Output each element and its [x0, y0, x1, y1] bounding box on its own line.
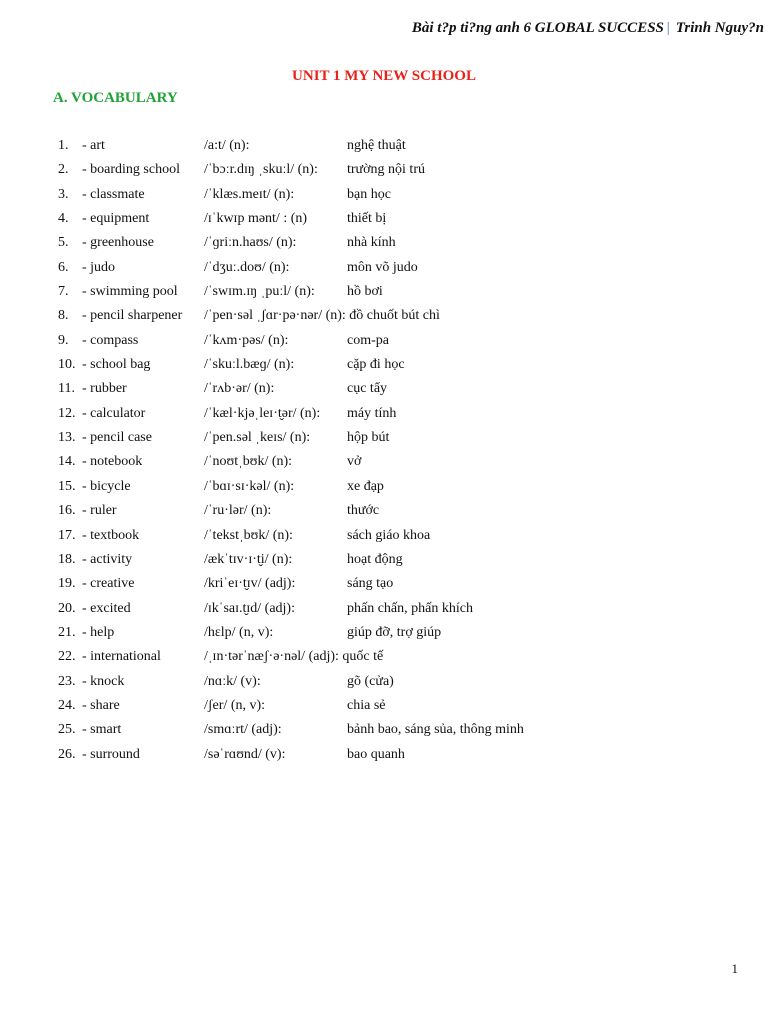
- vocab-word: - judo: [82, 259, 116, 275]
- vocabulary-row: [58, 231, 748, 255]
- item-number: 14.: [58, 454, 76, 470]
- vocab-meaning: thiết bị: [347, 211, 387, 227]
- vocab-pronunciation: /ˈbɑɪ·sɪ·kəl/ (n):: [204, 478, 295, 494]
- vocabulary-row: [58, 694, 748, 718]
- vocab-word: - pencil sharpener: [82, 308, 183, 324]
- vocab-meaning: sách giáo khoa: [347, 527, 431, 543]
- item-number: 22.: [58, 649, 76, 665]
- vocab-meaning: cặp đi học: [347, 357, 405, 373]
- item-number: 9.: [58, 332, 69, 348]
- vocabulary-list: [58, 134, 748, 767]
- vocab-pronunciation: /ˈnoʊtˌbʊk/ (n):: [204, 454, 293, 470]
- vocab-meaning: bao quanh: [347, 746, 405, 762]
- vocabulary-row: [58, 329, 748, 353]
- vocab-word: - bicycle: [82, 478, 131, 494]
- vocab-meaning: giúp đỡ, trợ giúp: [347, 624, 442, 640]
- vocabulary-row: [58, 207, 748, 231]
- vocab-word: - activity: [82, 551, 133, 567]
- vocab-meaning: hộp bút: [347, 430, 390, 446]
- vocab-pronunciation: /nɑːk/ (v):: [204, 673, 261, 689]
- vocab-pronunciation: /ˈbɔːr.dɪŋ ˌskuːl/ (n):: [204, 162, 318, 178]
- vocabulary-row: [58, 134, 748, 158]
- vocabulary-row: [58, 450, 748, 474]
- vocabulary-row: [58, 548, 748, 572]
- vocab-meaning: cục tẩy: [347, 381, 388, 397]
- section-heading-vocabulary: A. VOCABULARY: [53, 90, 178, 106]
- vocabulary-row: [58, 621, 748, 645]
- vocab-word: - international: [82, 649, 161, 665]
- vocab-word: - school bag: [82, 357, 151, 373]
- vocabulary-row: [58, 718, 748, 742]
- vocab-meaning: chia sẻ: [347, 697, 386, 713]
- vocab-word: - notebook: [82, 454, 143, 470]
- page-number: 1: [731, 961, 738, 976]
- item-number: 18.: [58, 551, 76, 567]
- vocab-word: - art: [82, 138, 105, 153]
- item-number: 17.: [58, 527, 76, 543]
- vocab-meaning: bạn học: [347, 186, 391, 202]
- vocabulary-row: [58, 304, 748, 328]
- vocab-pronunciation: /ɪˈkwɪp mənt/ : (n): [204, 211, 308, 227]
- vocab-meaning: nghệ thuật: [347, 138, 406, 153]
- header-author: Trinh Nguy?n: [675, 20, 764, 36]
- vocabulary-row: [58, 402, 748, 426]
- vocab-meaning: nhà kính: [347, 235, 396, 251]
- vocab-word: - greenhouse: [82, 235, 154, 251]
- vocab-meaning: xe đạp: [347, 478, 384, 494]
- vocabulary-row: [58, 475, 748, 499]
- item-number: 8.: [58, 308, 69, 324]
- item-number: 11.: [58, 381, 75, 397]
- item-number: 24.: [58, 697, 76, 713]
- vocab-pronunciation: /ˈkʌm·pəs/ (n):: [204, 332, 289, 348]
- page-header: [244, 20, 764, 42]
- vocab-pronunciation: /smɑːrt/ (adj):: [204, 722, 282, 738]
- unit-title: UNIT 1 MY NEW SCHOOL: [292, 68, 476, 84]
- item-number: 12.: [58, 405, 76, 421]
- item-number: 5.: [58, 235, 69, 251]
- vocabulary-row: [58, 158, 748, 182]
- item-number: 15.: [58, 478, 76, 494]
- vocab-word: - creative: [82, 576, 135, 592]
- vocab-word: - share: [82, 697, 120, 713]
- vocab-pronunciation: /ˈkæl·kjəˌleɪ·t̬ər/ (n):: [204, 405, 321, 421]
- vocab-word: - rubber: [82, 381, 127, 397]
- vocab-pronunciation: /ˈpen.səl ˌkeɪs/ (n):: [204, 430, 311, 446]
- vocab-word: - boarding school: [82, 162, 180, 178]
- vocabulary-row: [58, 377, 748, 401]
- vocabulary-row: [58, 426, 748, 450]
- vocabulary-row: [58, 670, 748, 694]
- vocabulary-row: [58, 353, 748, 377]
- vocab-meaning: vở: [347, 454, 362, 470]
- vocab-pronunciation: /kriˈeɪ·t̬ɪv/ (adj):: [204, 576, 296, 592]
- item-number: 26.: [58, 746, 76, 762]
- vocab-pronunciation: /hɛlp/ (n, v):: [204, 624, 274, 640]
- vocab-word: - smart: [82, 722, 122, 738]
- vocab-word: - help: [82, 624, 115, 640]
- item-number: 19.: [58, 576, 76, 592]
- vocabulary-row: [58, 743, 748, 767]
- item-number: 4.: [58, 211, 69, 227]
- item-number: 10.: [58, 357, 76, 373]
- item-number: 3.: [58, 186, 69, 202]
- vocab-pronunciation: /ˈswɪm.ɪŋ ˌpuːl/ (n):: [204, 284, 315, 300]
- vocab-pronunciation: /ˌɪn·tərˈnæʃ·ə·nəl/ (adj): quốc tế: [204, 649, 384, 665]
- vocabulary-row: [58, 280, 748, 304]
- vocab-meaning: sáng tạo: [347, 576, 394, 592]
- vocabulary-row: [58, 183, 748, 207]
- vocab-word: - swimming pool: [82, 284, 178, 300]
- vocab-pronunciation: /a:t/ (n):: [204, 138, 250, 153]
- vocab-word: - ruler: [82, 503, 117, 519]
- vocab-pronunciation: /səˈrɑʊnd/ (v):: [204, 746, 286, 762]
- header-separator: |: [665, 20, 671, 36]
- item-number: 7.: [58, 284, 69, 300]
- item-number: 6.: [58, 259, 69, 275]
- vocab-pronunciation: /ækˈtɪv·ɪ·t̬i/ (n):: [204, 551, 293, 567]
- vocabulary-row: [58, 572, 748, 596]
- item-number: 21.: [58, 624, 76, 640]
- vocab-meaning: bảnh bao, sáng sủa, thông minh: [347, 722, 524, 738]
- vocab-pronunciation: /ˈskuːl.bæɡ/ (n):: [204, 357, 295, 373]
- vocab-meaning: hoạt động: [347, 551, 403, 567]
- vocab-meaning: máy tính: [347, 405, 397, 421]
- vocab-pronunciation: /ˈtekstˌbʊk/ (n):: [204, 527, 293, 543]
- item-number: 23.: [58, 673, 76, 689]
- vocabulary-row: [58, 499, 748, 523]
- vocab-pronunciation: /ˈrʌb·ər/ (n):: [204, 381, 275, 397]
- vocab-word: - equipment: [82, 211, 150, 227]
- vocab-pronunciation: /ˈpen·səl ˌʃɑr·pə·nər/ (n): đồ chuốt bút chì: [204, 308, 440, 324]
- item-number: 16.: [58, 503, 76, 519]
- vocab-meaning: thước: [347, 503, 380, 519]
- item-number: 25.: [58, 722, 76, 738]
- vocab-word: - textbook: [82, 527, 140, 543]
- vocab-pronunciation: /ʃer/ (n, v):: [204, 697, 266, 713]
- vocab-word: - calculator: [82, 405, 146, 421]
- vocab-meaning: gõ (cửa): [347, 673, 394, 689]
- vocab-word: - surround: [82, 746, 140, 762]
- vocab-word: - pencil case: [82, 430, 152, 446]
- item-number: 13.: [58, 430, 76, 446]
- vocab-pronunciation: /ˈru·lər/ (n):: [204, 503, 272, 519]
- vocab-pronunciation: /ˈɡriːn.haʊs/ (n):: [204, 235, 297, 251]
- vocab-word: - classmate: [82, 186, 145, 202]
- item-number: 20.: [58, 600, 76, 616]
- vocab-meaning: com-pa: [347, 332, 389, 348]
- vocab-meaning: trường nội trú: [347, 162, 425, 178]
- vocabulary-row: [58, 256, 748, 280]
- vocab-pronunciation: /ˈdʒuː.doʊ/ (n):: [204, 259, 290, 275]
- vocabulary-row: [58, 524, 748, 548]
- item-number: 1.: [58, 138, 69, 153]
- vocabulary-row: [58, 645, 748, 669]
- header-course-title: Bài t?p ti?ng anh 6 GLOBAL SUCCESS: [411, 20, 664, 36]
- vocab-meaning: hồ bơi: [347, 284, 383, 300]
- vocabulary-row: [58, 597, 748, 621]
- vocab-meaning: môn võ judo: [347, 259, 418, 275]
- vocab-pronunciation: /ɪkˈsaɪ.t̬ɪd/ (adj):: [204, 600, 295, 616]
- vocab-word: - compass: [82, 332, 139, 348]
- vocab-word: - excited: [82, 600, 131, 616]
- item-number: 2.: [58, 162, 69, 178]
- vocab-meaning: phấn chấn, phấn khích: [347, 600, 473, 616]
- vocab-word: - knock: [82, 673, 125, 689]
- vocab-pronunciation: /ˈklæs.meɪt/ (n):: [204, 186, 295, 202]
